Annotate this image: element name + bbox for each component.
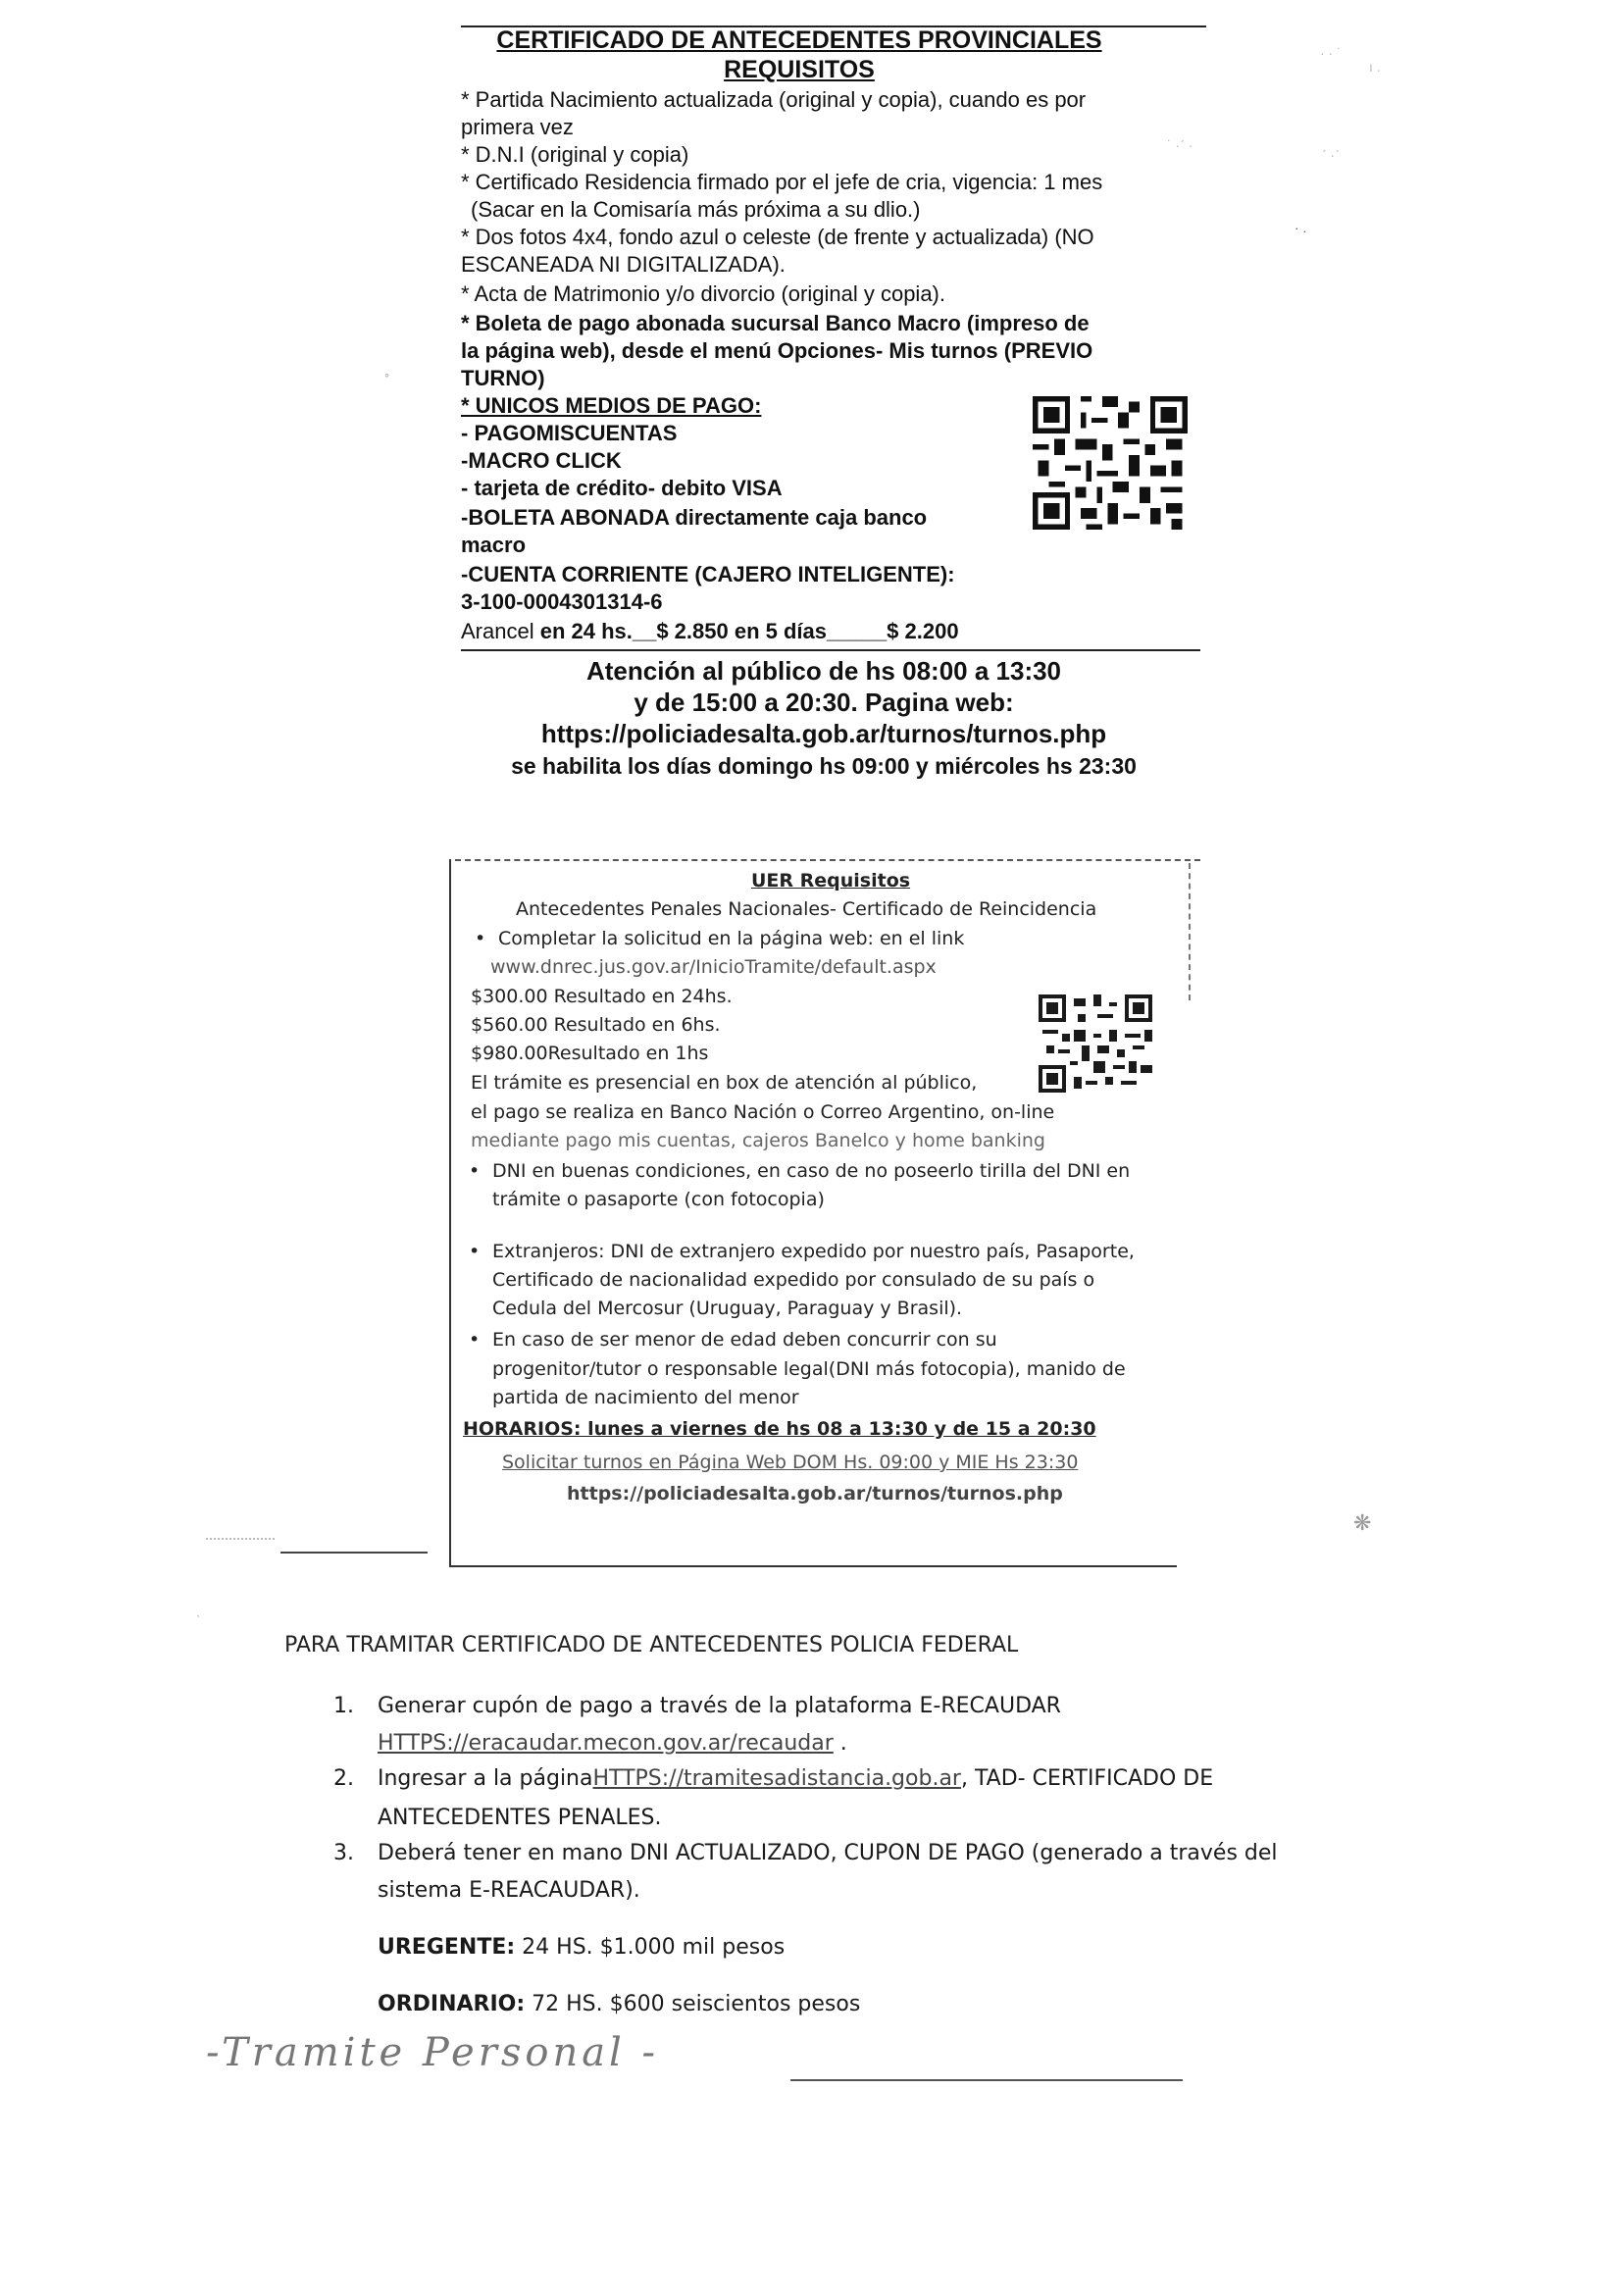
qr-code-icon xyxy=(1038,994,1153,1093)
ordinary-label: ORDINARIO: xyxy=(378,1992,526,2016)
uer-presencial: mediante pago mis cuentas, cajeros Banelco y home banking xyxy=(471,1130,1045,1151)
bullet-icon: • xyxy=(469,1160,481,1182)
payment-header: * UNICOS MEDIOS DE PAGO: xyxy=(461,393,762,418)
payment-item: -CUENTA CORRIENTE (CAJERO INTELIGENTE): xyxy=(461,562,955,586)
uer-bullet: • En caso de ser menor de edad deben concurrir con su xyxy=(469,1326,997,1354)
req-line: (Sacar en la Comisaría más próxima a su dlio.) xyxy=(471,197,921,222)
scan-speck: ❋ xyxy=(1353,1510,1372,1535)
uer-bullet-cont: Certificado de nacionalidad expedido por consulado de su país o xyxy=(492,1269,1095,1291)
attention-note: se habilita los días domingo hs 09:00 y miércoles hs 23:30 xyxy=(511,753,1137,779)
scan-speck: ˋ xyxy=(196,1612,201,1628)
section-rule xyxy=(461,649,1200,651)
signature-line xyxy=(790,2079,1183,2081)
req-line: * Dos fotos 4x4, fondo azul o celeste (de frente y actualizada) (NO xyxy=(461,225,1094,249)
payment-item: macro xyxy=(461,533,527,557)
uer-url[interactable]: https://policiadesalta.gob.ar/turnos/turnos.php xyxy=(567,1483,1063,1504)
scan-speck: ˙ ·ˊ · xyxy=(1167,137,1193,153)
uer-link[interactable]: www.dnrec.jus.gov.ar/InicioTramite/default.aspx xyxy=(490,956,937,978)
payment-item: - PAGOMISCUENTAS xyxy=(461,421,678,445)
uer-subtitle: Antecedentes Penales Nacionales- Certificado de Reincidencia xyxy=(516,898,1097,920)
attention-line: Atención al público de hs 08:00 a 13:30 xyxy=(585,656,1062,686)
step-text: sistema E-REACAUDAR). xyxy=(378,1878,640,1903)
handwritten-note: -Tramite Personal - xyxy=(206,2030,660,2075)
boleta-line: TURNO) xyxy=(461,366,545,390)
tad-link[interactable]: HTTPS://tramitesadistancia.gob.ar xyxy=(592,1766,961,1791)
uer-item: • Completar la solicitud en la página web: en el link xyxy=(475,928,965,949)
payment-item: -BOLETA ABONADA directamente caja banco xyxy=(461,505,928,530)
uer-presencial: el pago se realiza en Banco Nación o Correo Argentino, on-line xyxy=(471,1101,1055,1123)
uer-presencial: El trámite es presencial en box de atención al público, xyxy=(471,1072,978,1094)
payment-item: -MACRO CLICK xyxy=(461,448,622,473)
bullet-icon: • xyxy=(469,1241,481,1262)
federal-title: PARA TRAMITAR CERTIFICADO DE ANTECEDENTES POLICIA FEDERAL xyxy=(284,1633,1019,1657)
step-text: HTTPS://eracaudar.mecon.gov.ar/recaudar . xyxy=(378,1731,847,1756)
req-line: primera vez xyxy=(461,115,574,139)
req-line: * Partida Nacimiento actualizada (original y copia), cuando es por xyxy=(461,87,1087,112)
left-rule xyxy=(280,1552,428,1554)
boleta-line: la página web), desde el menú Opciones- Mis turnos (PREVIO xyxy=(461,338,1093,363)
scan-mark xyxy=(206,1538,275,1540)
requisitos-title: REQUISITOS xyxy=(724,56,875,83)
step-number: 2. xyxy=(333,1766,354,1791)
uer-bullet-cont: trámite o pasaporte (con fotocopia) xyxy=(492,1189,825,1210)
req-line: * D.N.I (original y copia) xyxy=(461,142,689,167)
step-number: 1. xyxy=(333,1694,354,1718)
uer-price: $560.00 Resultado en 6hs. xyxy=(471,1014,721,1036)
step-text: Generar cupón de pago a través de la plataforma E-RECAUDAR xyxy=(378,1694,1061,1718)
urgent-label: UREGENTE: xyxy=(378,1935,516,1960)
scan-speck: · · ˙ xyxy=(1320,45,1342,61)
uer-title: UER Requisitos xyxy=(751,870,911,892)
arancel-prices: en 24 hs.__$ 2.850 en 5 días_____$ 2.200 xyxy=(533,619,959,643)
bullet-icon: • xyxy=(469,1329,481,1351)
uer-horarios: HORARIOS: lunes a viernes de hs 08 a 13:30 y de 15 a 20:30 xyxy=(463,1418,1096,1440)
step-text: Deberá tener en mano DNI ACTUALIZADO, CUPON DE PAGO (generado a través del xyxy=(378,1841,1278,1865)
provincial-title: CERTIFICADO DE ANTECEDENTES PROVINCIALES xyxy=(496,26,1102,54)
arancel-line xyxy=(461,618,959,645)
step-text: Ingresar a la páginaHTTPS://tramitesadistancia.gob.ar, TAD- CERTIFICADO DE xyxy=(378,1766,1214,1791)
uer-bullet: • DNI en buenas condiciones, en caso de no poseerlo tirilla del DNI en xyxy=(469,1157,1130,1186)
uer-solicitar: Solicitar turnos en Página Web DOM Hs. 09:00 y MIE Hs 23:30 xyxy=(502,1452,1079,1473)
uer-price: $300.00 Resultado en 24hs. xyxy=(471,986,733,1007)
scan-speck: ı . xyxy=(1369,59,1381,75)
arancel-label: Arancel xyxy=(461,619,534,643)
urgent-line: UREGENTE: 24 HS. $1.000 mil pesos xyxy=(378,1935,786,1960)
account-number: 3-100-0004301314-6 xyxy=(461,589,663,614)
ordinary-line: ORDINARIO: 72 HS. $600 seiscientos pesos xyxy=(378,1992,861,2016)
step-number: 3. xyxy=(333,1841,354,1865)
qr-code-icon xyxy=(1032,396,1189,530)
req-line: * Acta de Matrimonio y/o divorcio (original y copia). xyxy=(461,281,945,306)
scan-speck: ˊ ·ˊ xyxy=(1322,147,1340,163)
uer-bullet-cont: partida de nacimiento del menor xyxy=(492,1387,799,1408)
req-line: * Certificado Residencia firmado por el jefe de cria, vigencia: 1 mes xyxy=(461,170,1103,194)
payment-item: - tarjeta de crédito- debito VISA xyxy=(461,476,783,500)
step-text: ANTECEDENTES PENALES. xyxy=(378,1806,662,1830)
attention-url: https://policiadesalta.gob.ar/turnos/turnos.php xyxy=(540,719,1107,748)
uer-bullet-cont: progenitor/tutor o responsable legal(DNI más fotocopia), manido de xyxy=(492,1358,1126,1380)
uer-price: $980.00Resultado en 1hs xyxy=(471,1043,709,1064)
scan-speck: · . xyxy=(1294,220,1307,235)
attention-line: y de 15:00 a 20:30. Pagina web: xyxy=(634,688,1014,717)
uer-bullet-cont: Cedula del Mercosur (Uruguay, Paraguay y Brasil). xyxy=(492,1298,963,1319)
scan-speck: ◦ xyxy=(384,367,389,382)
boleta-line: * Boleta de pago abonada sucursal Banco Macro (impreso de xyxy=(461,311,1090,335)
uer-box-edge xyxy=(1189,863,1191,1000)
uer-bullet: • Extranjeros: DNI de extranjero expedido por nuestro país, Pasaporte, xyxy=(469,1238,1135,1266)
req-line: ESCANEADA NI DIGITALIZADA). xyxy=(461,252,786,277)
erecaudar-link[interactable]: HTTPS://eracaudar.mecon.gov.ar/recaudar xyxy=(378,1731,834,1756)
